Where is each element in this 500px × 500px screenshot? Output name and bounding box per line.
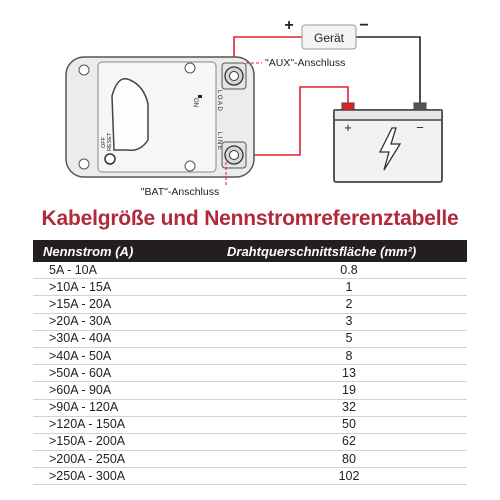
- table-title: Kabelgröße und Nennstromreferenztabelle: [41, 207, 459, 230]
- bat-terminal-nut: [230, 151, 239, 160]
- table-row: [33, 468, 467, 485]
- cross-section-cell: 3: [221, 313, 467, 330]
- table-row: [33, 399, 467, 416]
- cross-section-cell: 0.8: [221, 262, 467, 279]
- rated-current-cell: >40A - 50A: [33, 347, 221, 364]
- table-row: [33, 416, 467, 433]
- table-header-row: [33, 240, 467, 262]
- table-row: [33, 451, 467, 468]
- device-plus-sign: +: [284, 17, 294, 34]
- table-row: [33, 347, 467, 364]
- reset-button: [105, 154, 115, 164]
- rated-current-cell: >20A - 30A: [33, 313, 221, 330]
- cable-size-table: [33, 240, 467, 485]
- table-row: [33, 279, 467, 296]
- cross-section-cell: 1: [221, 279, 467, 296]
- cross-section-cell: 19: [221, 382, 467, 399]
- on-indicator: [198, 95, 202, 98]
- cross-section-cell: 13: [221, 365, 467, 382]
- mounting-hole-bottom-left: [79, 159, 89, 169]
- table-row: [33, 330, 467, 347]
- device-label: Gerät: [313, 31, 345, 45]
- table-row: [33, 382, 467, 399]
- device-minus-sign: −: [359, 17, 369, 34]
- rated-current-cell: >120A - 150A: [33, 416, 221, 433]
- battery-negative-post: [414, 103, 426, 110]
- header-rated-current: Nennstrom (A): [33, 240, 221, 262]
- battery-lid: [334, 110, 442, 120]
- rated-current-cell: >10A - 15A: [33, 279, 221, 296]
- cross-section-cell: 102: [221, 468, 467, 485]
- battery-minus-label: −: [416, 120, 424, 135]
- load-text: LOAD: [216, 90, 222, 113]
- aux-label: "AUX"-Anschluss: [265, 57, 346, 69]
- battery-plus-label: +: [344, 120, 352, 135]
- rated-current-cell: >250A - 300A: [33, 468, 221, 485]
- breaker-lever: [112, 79, 148, 151]
- table-row: [33, 313, 467, 330]
- mounting-hole-top-right: [185, 63, 195, 73]
- bat-label: "BAT"-Anschluss: [140, 186, 220, 198]
- rated-current-cell: >150A - 200A: [33, 433, 221, 450]
- cross-section-cell: 32: [221, 399, 467, 416]
- battery-positive-post: [342, 103, 354, 110]
- rated-current-cell: >30A - 40A: [33, 330, 221, 347]
- cross-section-cell: 2: [221, 296, 467, 313]
- mounting-hole-bottom-right: [185, 161, 195, 171]
- table-row: [33, 365, 467, 382]
- wiring-diagram: [0, 0, 500, 200]
- rated-current-cell: >60A - 90A: [33, 382, 221, 399]
- rated-current-cell: >200A - 250A: [33, 451, 221, 468]
- breaker-reset-label: RESET: [107, 132, 113, 151]
- cross-section-cell: 5: [221, 330, 467, 347]
- cross-section-cell: 62: [221, 433, 467, 450]
- rated-current-cell: 5A - 10A: [33, 262, 221, 279]
- aux-terminal-nut: [230, 72, 239, 81]
- breaker-off-label: OFF: [101, 137, 107, 148]
- rated-current-cell: >90A - 120A: [33, 399, 221, 416]
- negative-wire-device-to-battery: [356, 37, 420, 105]
- line-text: LINE: [216, 132, 222, 152]
- cross-section-cell: 50: [221, 416, 467, 433]
- table-row: [33, 296, 467, 313]
- rated-current-cell: >50A - 60A: [33, 365, 221, 382]
- rated-current-cell: >15A - 20A: [33, 296, 221, 313]
- table-row: [33, 433, 467, 450]
- cross-section-cell: 8: [221, 347, 467, 364]
- table-row: [33, 262, 467, 279]
- breaker-on-label: ON: [192, 98, 198, 107]
- cross-section-cell: 80: [221, 451, 467, 468]
- mounting-hole-top-left: [79, 65, 89, 75]
- header-wire-cross-section: Drahtquerschnittsfläche (mm²): [221, 240, 467, 262]
